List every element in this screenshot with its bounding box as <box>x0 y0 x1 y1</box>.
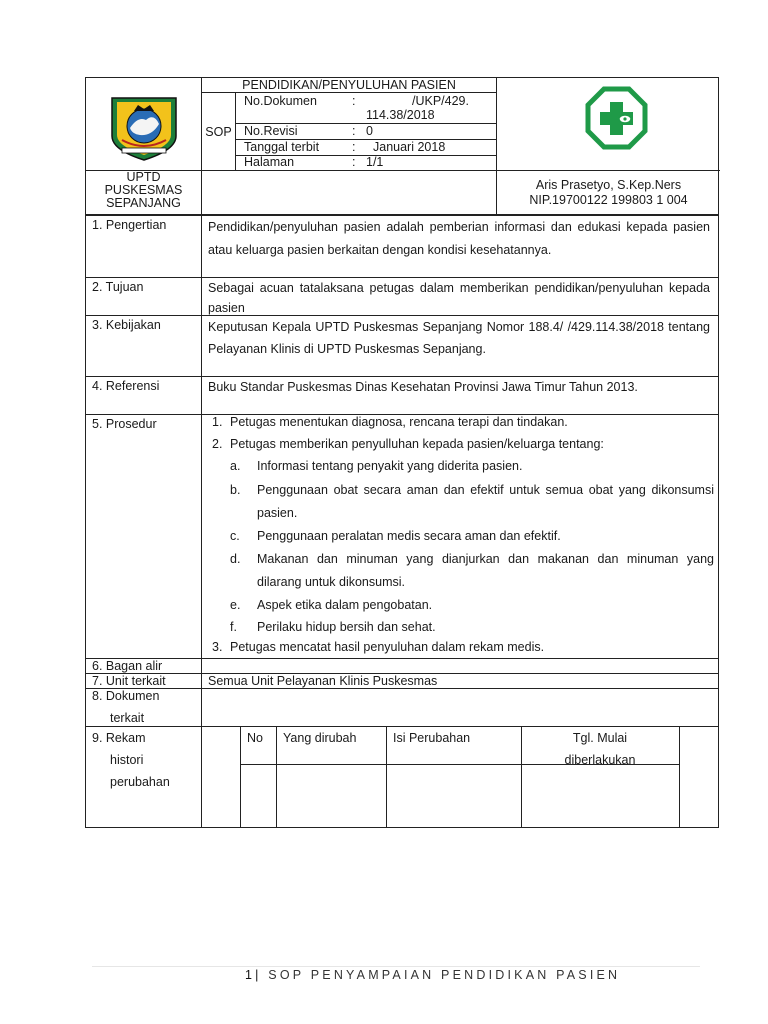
sop-label: SOP <box>202 93 236 171</box>
col-divider <box>276 727 277 827</box>
history-col-isi-perubahan: Isi Perubahan <box>393 731 471 745</box>
document-title: PENDIDIKAN/PENYULUHAN PASIEN <box>202 78 497 93</box>
history-col-tgl-mulai: Tgl. Mulai diberlakukan <box>564 731 636 767</box>
col-divider <box>679 727 680 827</box>
col-divider <box>240 727 241 827</box>
sop-body-table <box>85 215 719 828</box>
document-meta <box>236 93 497 171</box>
row-referensi: 4. Referensi Buku Standar Puskesmas Dinas Kesehatan Provinsi Jawa Timur Tahun 2013. <box>86 376 718 414</box>
sop-header <box>85 77 719 215</box>
puskesmas-logo-cell <box>497 78 720 171</box>
footer-title: SOP PENYAMPAIAN PENDIDIKAN PASIEN <box>268 968 621 982</box>
row-dokumen-terkait: 8. Dokumen terkait <box>86 688 718 726</box>
history-col-yang-dirubah: Yang dirubah <box>283 731 357 745</box>
page-number: 1 <box>245 968 256 982</box>
meta-tanggal-terbit: Tanggal terbit : Januari 2018 <box>236 140 497 156</box>
footer-divider <box>92 966 700 967</box>
puskesmas-logo-icon <box>497 78 720 171</box>
signer-nip: NIP.19700122 199803 1 004 <box>529 193 688 207</box>
row-prosedur: 5. Prosedur 1. Petugas menentukan diagnosa, rencana terapi dan tindakan. 2. Petugas memberikan penyulluhan kepada pasien/keluarga tentang: a. Informasi tentang penyakit yang diderita pasien. b. Penggunaan obat secara aman dan efektif untuk semua obat yang dikonsumsi pasien. c. Penggunaan peralatan medis secara aman dan efektif. d. Makanan dan minuman yang dianjurkan dan makanan dan minuman yang dilarang untuk dikonsumsi. e. Aspek etika dalam pengobatan. f. Perilaku hidup bersih dan sehat. 3. Petugas mencatat hasil penyuluhan dalam rekam medis. <box>86 414 718 658</box>
row-rekam-histori: 9. Rekam histori perubahan No Yang dirubah Isi Perubahan Tgl. Mulai diberlakukan <box>86 726 718 827</box>
col-divider <box>386 727 387 827</box>
organization-name: UPTD PUSKESMAS SEPANJANG <box>86 171 202 216</box>
row-tujuan: 2. Tujuan Sebagai acuan tatalaksana petugas dalam memberikan pendidikan/penyuluhan kepada pasien <box>86 277 718 315</box>
header-blank-cell <box>202 171 497 216</box>
signer-name: Aris Prasetyo, S.Kep.Ners <box>535 178 682 192</box>
procedure-step: 3. Petugas mencatat hasil penyuluhan dalam rekam medis. <box>212 640 545 654</box>
signatory <box>497 171 720 216</box>
row-unit-terkait: 7. Unit terkait Semua Unit Pelayanan Klinis Puskesmas <box>86 673 718 688</box>
history-col-no: No <box>247 731 263 745</box>
meta-halaman: Halaman : 1/1 <box>244 155 384 169</box>
meta-no-revisi: No.Revisi : 0 <box>236 124 497 140</box>
procedure-step: 2. Petugas memberikan penyulluhan kepada pasien/keluarga tentang: <box>212 437 604 451</box>
regency-emblem-icon <box>86 78 202 171</box>
row-pengertian: 1. Pengertian Pendidikan/penyuluhan pasien adalah pemberian informasi dan edukasi kepada pasien atau keluarga pasien berkaitan dengan kondisi kesehatannya. <box>86 215 718 277</box>
page-footer: 1| SOP PENYAMPAIAN PENDIDIKAN PASIEN <box>245 968 621 982</box>
meta-no-dokumen: No.Dokumen : /UKP/429. 114.38/2018 <box>236 93 497 124</box>
procedure-step: 1. Petugas menentukan diagnosa, rencana terapi dan tindakan. <box>212 415 568 429</box>
regency-emblem-cell <box>86 78 202 171</box>
revision-history-table <box>202 727 718 827</box>
row-bagan-alir: 6. Bagan alir <box>86 658 718 673</box>
row-kebijakan: 3. Kebijakan Keputusan Kepala UPTD Puskesmas Sepanjang Nomor 188.4/ /429.114.38/2018 tentang Pelayanan Klinis di UPTD Puskesmas Sepanjang. <box>86 315 718 376</box>
